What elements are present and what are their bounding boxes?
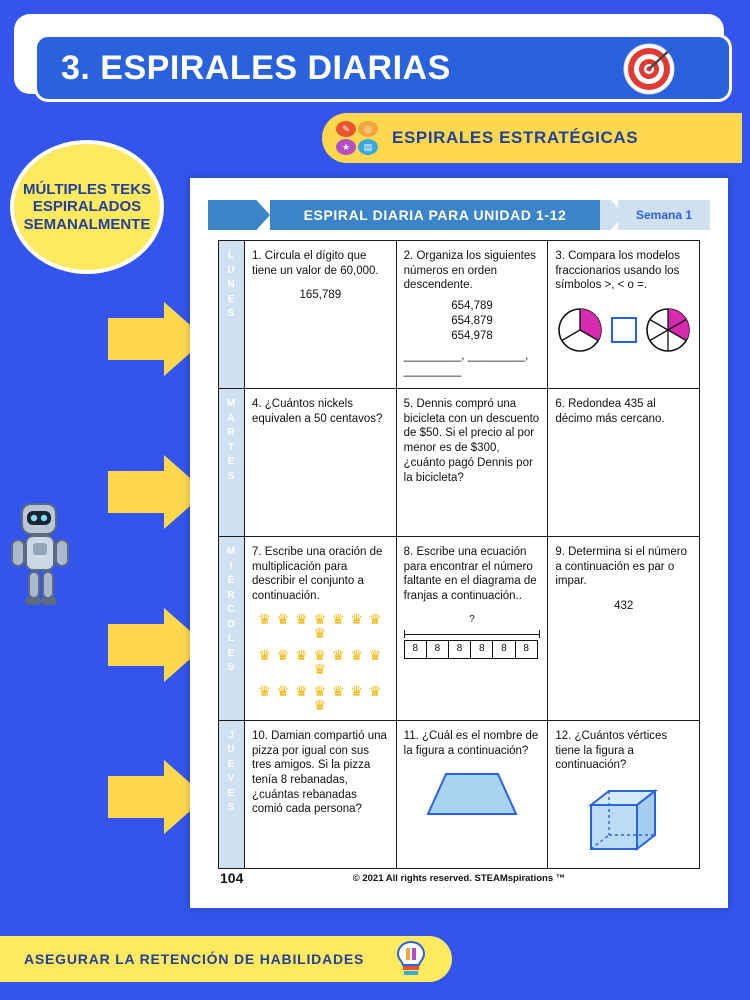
crown-row-2: ♛ ♛ ♛ ♛ ♛ ♛ ♛ ♛ xyxy=(258,646,383,677)
table-row xyxy=(219,720,700,868)
question-answer-value: 165,789 xyxy=(299,289,342,302)
table-row xyxy=(219,241,700,389)
tape-cell: 8 xyxy=(449,641,471,658)
cube-figure xyxy=(555,785,692,857)
question-text: 4. ¿Cuántos nickels equivalen a 50 centavos? xyxy=(252,398,383,425)
question-text: 9. Determina si el número a continuación es par o impar. xyxy=(555,546,687,588)
footer-label: ASEGURAR LA RETENCIÓN DE HABILIDADES xyxy=(24,951,365,967)
question-text: 3. Compara los modelos fraccionarios usando los símbolos >, < o =. xyxy=(555,250,680,292)
day-cell-miercoles xyxy=(219,537,245,721)
comparison-box[interactable] xyxy=(611,317,637,343)
crown-row-3: ♛ ♛ ♛ ♛ ♛ ♛ ♛ ♛ xyxy=(258,682,383,713)
question-text: 5. Dennis compró una bicicleta con un descuento de $50. Si el precio al por menor es de $300, ¿cuánto pagó Dennis por la bicicleta? xyxy=(403,398,540,484)
crown-row-1: ♛ ♛ ♛ ♛ ♛ ♛ ♛ ♛ xyxy=(258,610,383,641)
number-line-2: 654,879 xyxy=(451,314,493,327)
table-row xyxy=(219,537,700,721)
tape-cell: 8 xyxy=(471,641,493,658)
footer-banner xyxy=(0,936,452,982)
question-cell-11 xyxy=(396,720,548,868)
question-text: 1. Circula el dígito que tiene un valor de 60,000. xyxy=(252,250,379,277)
day-cell-lunes xyxy=(219,241,245,389)
answer-blanks[interactable]: _________, _________, _________ xyxy=(403,350,529,378)
tape-bracket xyxy=(404,630,541,638)
grid-dot-4: ▤ xyxy=(358,139,378,155)
question-text: 8. Escribe una ecuación para encontrar el número faltante en el diagrama de franjas a continuación.. xyxy=(403,546,537,603)
tape-diagram xyxy=(404,614,541,659)
worksheet-header-title: ESPIRAL DIARIA PARA UNIDAD 1-12 xyxy=(270,200,600,230)
day-cell-jueves xyxy=(219,720,245,868)
question-cell-9 xyxy=(548,537,700,721)
tape-cell: 8 xyxy=(427,641,449,658)
grid-dot-2: ◎ xyxy=(358,121,378,137)
tape-unknown-label-row xyxy=(404,614,541,630)
tape-unknown-label: ? xyxy=(469,613,475,625)
grid-dot-3: ★ xyxy=(336,139,356,155)
page-title: 3. ESPIRALES DIARIAS xyxy=(61,48,451,87)
number-line-3: 654,978 xyxy=(451,329,493,342)
grid-dot-1: ✎ xyxy=(336,121,356,137)
lightbulb-icon xyxy=(394,940,428,978)
question-text: 10. Damian compartió una pizza por igual con sus tres amigos. Si la pizza tenía 8 rebanadas, ¿cuántas rebanadas comió cada persona? xyxy=(252,729,387,816)
day-label: M A R T E S xyxy=(226,398,237,482)
day-label: L U N E S xyxy=(227,250,236,319)
question-text: 6. Redondea 435 al décimo más cercano. xyxy=(555,398,665,425)
strategy-banner xyxy=(322,113,742,163)
worksheet-header xyxy=(208,200,710,230)
robot-mascot-icon xyxy=(6,498,76,618)
question-text: 2. Organiza los siguientes números en orden descendente. xyxy=(403,250,536,292)
trapezoid-figure xyxy=(404,770,541,820)
question-cell-1 xyxy=(245,241,397,389)
question-cell-5 xyxy=(396,389,548,537)
tape-cell: 8 xyxy=(523,642,529,654)
question-cell-6 xyxy=(548,389,700,537)
fraction-circle-left xyxy=(557,307,603,353)
tape-cell: 8 xyxy=(493,641,515,658)
question-text: 11. ¿Cuál es el nombre de la figura a continuación? xyxy=(403,729,539,757)
page-number: 104 xyxy=(220,870,244,886)
week-label: Semana 1 xyxy=(618,200,710,230)
number-line-1: 654,789 xyxy=(451,300,493,313)
question-cell-4 xyxy=(245,389,397,537)
table-row xyxy=(219,389,700,537)
fraction-models xyxy=(555,307,692,353)
question-cell-8 xyxy=(396,537,548,721)
day-label: M I É R C O L E S xyxy=(226,546,237,673)
worksheet-page xyxy=(190,178,728,908)
tape-cell: 8 xyxy=(405,641,427,658)
day-label: J U E V E S xyxy=(227,729,236,814)
strategy-banner-label: ESPIRALES ESTRATÉGICAS xyxy=(392,128,639,147)
question-cell-3 xyxy=(548,241,700,389)
question-cell-2 xyxy=(396,241,548,389)
header-band xyxy=(14,14,724,94)
spiral-table xyxy=(218,240,700,869)
fraction-circle-right xyxy=(645,307,691,353)
header-chevron-left xyxy=(208,200,270,230)
multiple-teks-badge xyxy=(10,140,164,274)
question-text: 7. Escribe una oración de multiplicación para describir el conjunto a continuación. xyxy=(252,546,383,603)
question-text: 12. ¿Cuántos vértices tiene la figura a continuación? xyxy=(555,729,668,772)
copyright-text: © 2021 All rights reserved. STEAMspirations ™ xyxy=(352,873,566,884)
four-circle-grid-icon xyxy=(336,121,378,155)
day-cell-martes xyxy=(219,389,245,537)
target-icon xyxy=(622,42,676,96)
tape-cells xyxy=(404,640,538,659)
badge-label: MÚLTIPLES TEKS ESPIRALADOS SEMANALMENTE xyxy=(22,181,152,233)
question-cell-7 xyxy=(245,537,397,721)
question-cell-12 xyxy=(548,720,700,868)
question-cell-10 xyxy=(245,720,397,868)
question-answer-value: 432 xyxy=(614,600,634,613)
